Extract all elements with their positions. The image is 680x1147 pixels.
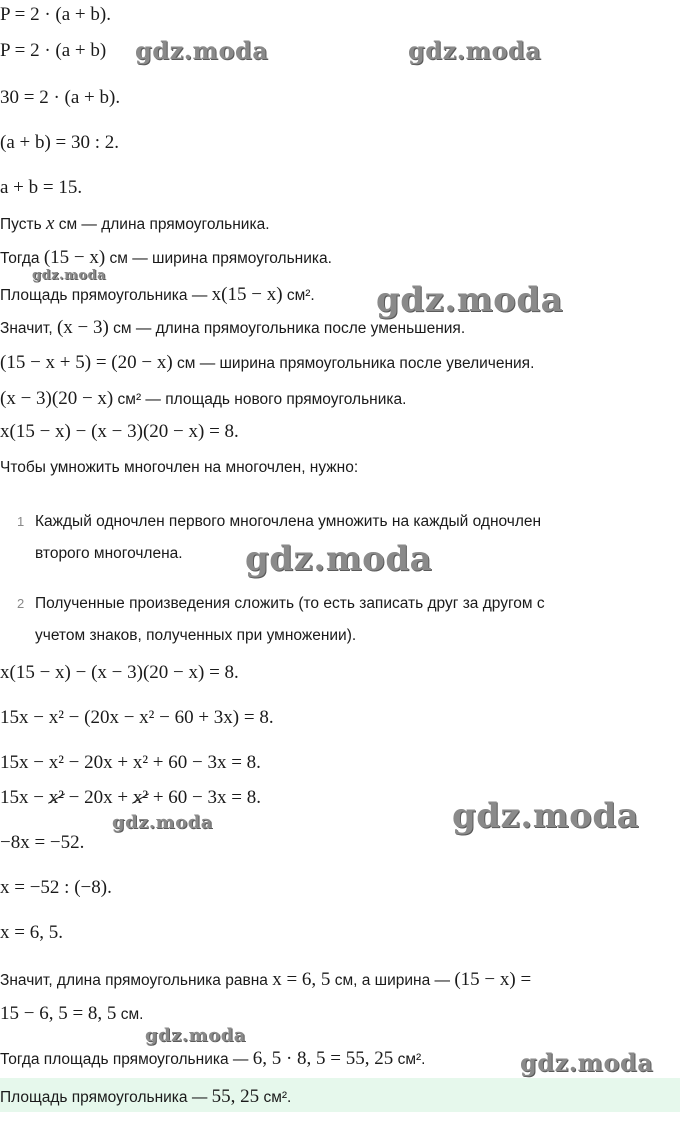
equation-opened: 15x − x² − 20x + x² + 60 − 3x = 8. [0,752,261,773]
watermark: gdz.moda [32,268,107,283]
list-number: 1 [17,514,25,529]
statement-new-length: Значит, (x − 3) см — длина прямоугольника после уменьшения. [0,317,466,338]
watermark: gdz.moda [520,1048,654,1077]
equation-sum-15: a + b = 15. [0,177,83,198]
conclusion-width: 15 − 6, 5 = 8, 5 см. [0,1003,144,1024]
list-item: Полученные произведения сложить (то есть записать друг за другом с учетом знаков, полученных при умножении). [35,595,545,644]
equation-cancelled: 15x − x² − 20x + x² + 60 − 3x = 8. [0,787,261,808]
equation-main: x(15 − x) − (x − 3)(20 − x) = 8. [0,421,239,442]
conclusion-dimensions: Значит, длина прямоугольника равна x = 6, 5 см, а ширина — (15 − x) = [0,969,532,990]
watermark: gdz.moda [145,1025,246,1046]
equation-expanded: 15x − x² − (20x − x² − 60 + 3x) = 8. [0,707,274,728]
formula-perimeter-repeat: P = 2 · (a + b) [0,40,107,61]
statement-new-width: (15 − x + 5) = (20 − x) см — ширина прямоугольника после увеличения. [0,352,535,373]
equation-sum-division: (a + b) = 30 : 2. [0,132,120,153]
equation-simplified: −8x = −52. [0,832,85,853]
conclusion-area: Тогда площадь прямоугольника — 6, 5 · 8, 5 = 55, 25 см². [0,1048,426,1069]
watermark: gdz.moda [112,812,213,833]
list-number: 2 [17,596,25,611]
watermark: gdz.moda [408,36,542,65]
statement-area: Площадь прямоугольника — x(15 − x) см². [0,284,315,305]
equation-x-value: x = 6, 5. [0,922,63,943]
watermark: gdz.moda [452,796,640,836]
rule-intro: Чтобы умножить многочлен на многочлен, нужно: [0,459,359,476]
statement-width: Тогда (15 − x) см — ширина прямоугольника. [0,247,332,268]
statement-new-area: (x − 3)(20 − x) см² — площадь нового прямоугольника. [0,388,407,409]
statement-length: Пусть x см — длина прямоугольника. [0,213,270,234]
watermark: gdz.moda [135,36,269,65]
watermark: gdz.moda [245,539,433,579]
watermark: gdz.moda [376,280,564,320]
equation-30: 30 = 2 · (a + b). [0,87,121,108]
answer-box [0,1078,680,1112]
formula-perimeter: P = 2 · (a + b). [0,4,111,25]
list-item: Каждый одночлен первого многочлена умножить на каждый одночлен второго многочлена. [35,513,542,562]
equation-main-repeat: x(15 − x) − (x − 3)(20 − x) = 8. [0,662,239,683]
equation-x-division: x = −52 : (−8). [0,877,112,898]
cancelled-term: x² [48,787,64,808]
answer-text: Площадь прямоугольника — 55, 25 см². [0,1086,292,1107]
cancelled-term: x² [132,787,149,808]
